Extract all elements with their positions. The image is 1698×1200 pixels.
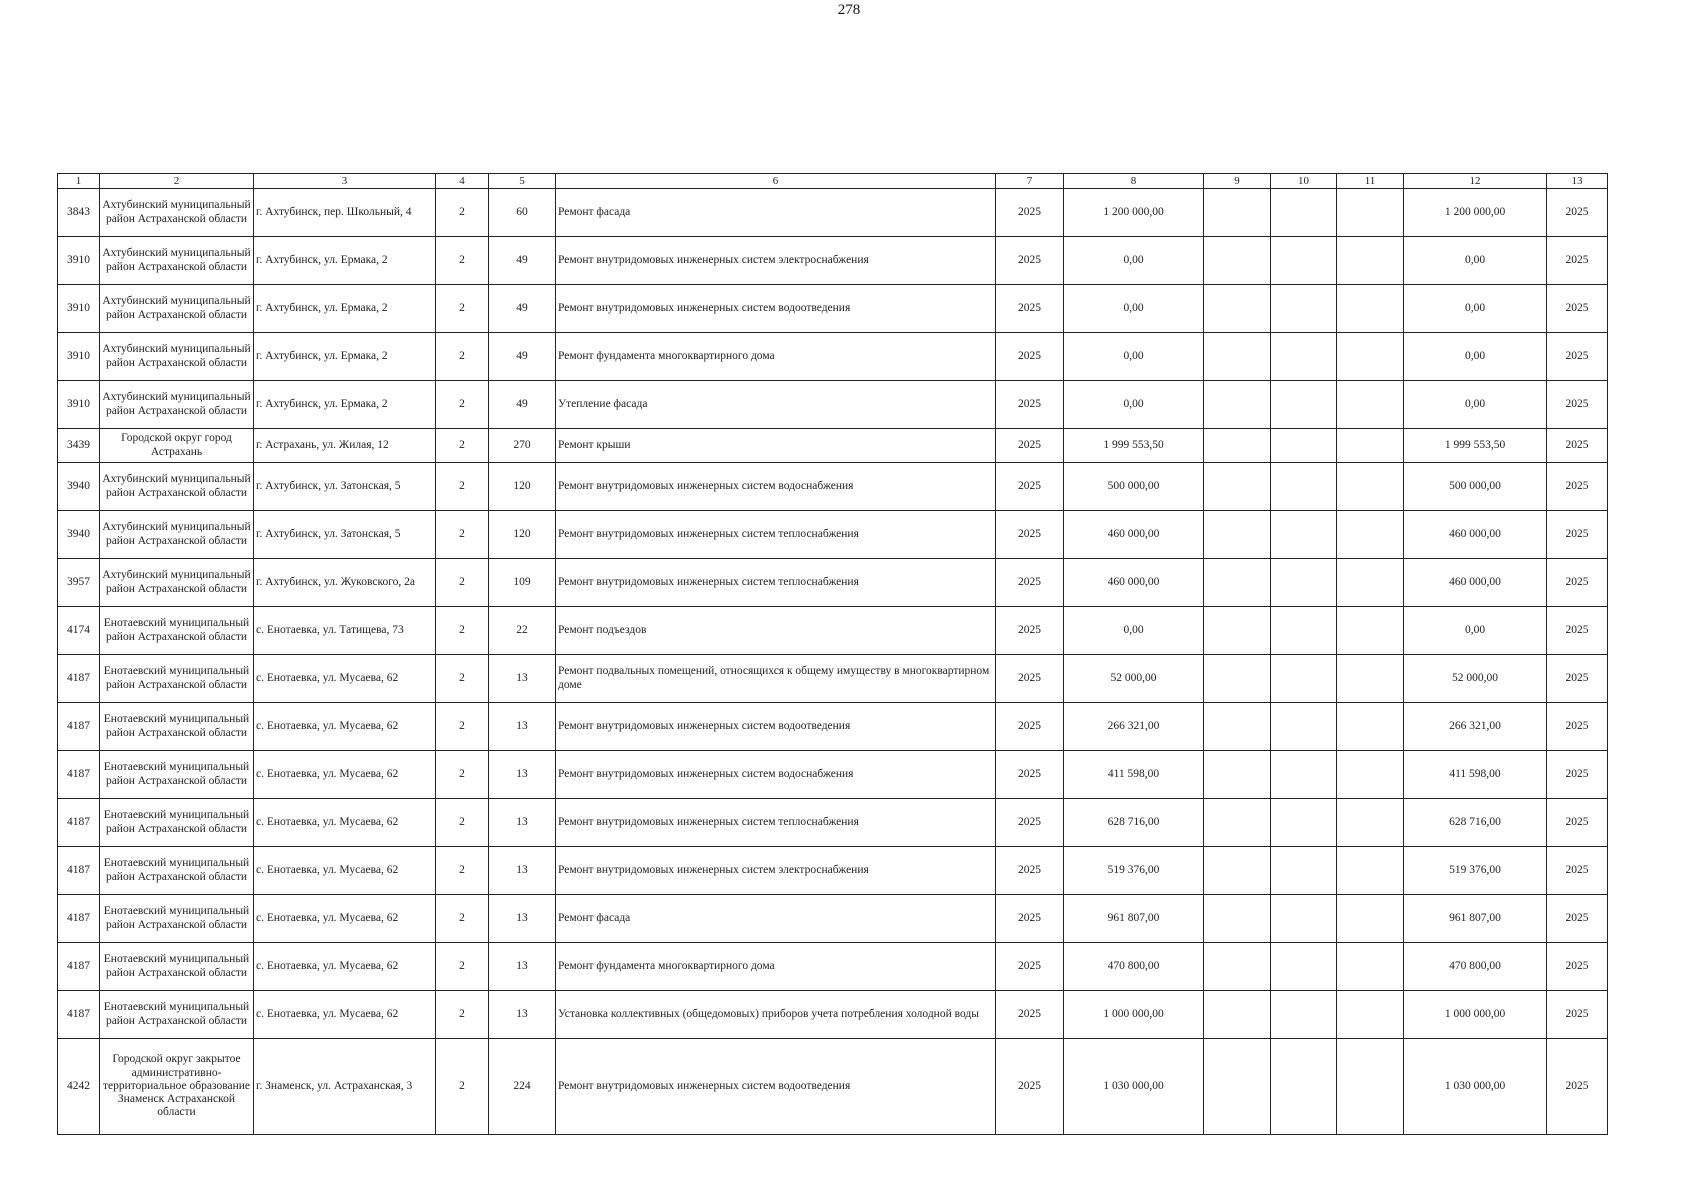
cell-total-cost: 460 000,00 bbox=[1404, 511, 1547, 559]
cell-apartments: 13 bbox=[489, 847, 556, 895]
column-number-row bbox=[58, 174, 1608, 189]
cell-municipality: Ахтубинский муниципальный район Астраханской области bbox=[100, 511, 254, 559]
cell-work-type: Утепление фасада bbox=[556, 381, 996, 429]
cell-municipality: Ахтубинский муниципальный район Астраханской области bbox=[100, 559, 254, 607]
cell-col-10 bbox=[1271, 429, 1337, 463]
table-row bbox=[58, 607, 1608, 655]
cell-col-9 bbox=[1204, 189, 1271, 237]
cell-object-id: 3439 bbox=[58, 429, 100, 463]
cell-col-9 bbox=[1204, 381, 1271, 429]
cell-plan-year: 2025 bbox=[996, 655, 1064, 703]
column-header: 12 bbox=[1404, 174, 1547, 189]
cell-municipality: Енотаевский муниципальный район Астраханской области bbox=[100, 799, 254, 847]
cell-col-11 bbox=[1337, 381, 1404, 429]
cell-address: с. Енотаевка, ул. Мусаева, 62 bbox=[254, 991, 436, 1039]
cell-municipality: Енотаевский муниципальный район Астраханской области bbox=[100, 751, 254, 799]
cell-object-id: 4187 bbox=[58, 751, 100, 799]
cell-floors: 2 bbox=[436, 333, 489, 381]
cell-col-10 bbox=[1271, 607, 1337, 655]
cell-cost: 460 000,00 bbox=[1064, 511, 1204, 559]
cell-plan-year: 2025 bbox=[996, 703, 1064, 751]
cell-municipality: Городской округ закрытое административно-территориальное образование Знаменск Астраханской области bbox=[100, 1039, 254, 1135]
table-row bbox=[58, 285, 1608, 333]
cell-address: г. Ахтубинск, ул. Жуковского, 2а bbox=[254, 559, 436, 607]
table-header bbox=[58, 174, 1608, 189]
cell-col-11 bbox=[1337, 333, 1404, 381]
cell-completion-year: 2025 bbox=[1547, 559, 1608, 607]
table-row bbox=[58, 381, 1608, 429]
cell-col-11 bbox=[1337, 991, 1404, 1039]
cell-plan-year: 2025 bbox=[996, 991, 1064, 1039]
cell-address: с. Енотаевка, ул. Татищева, 73 bbox=[254, 607, 436, 655]
cell-cost: 0,00 bbox=[1064, 237, 1204, 285]
cell-object-id: 3910 bbox=[58, 381, 100, 429]
cell-col-10 bbox=[1271, 655, 1337, 703]
cell-cost: 470 800,00 bbox=[1064, 943, 1204, 991]
cell-cost: 961 807,00 bbox=[1064, 895, 1204, 943]
cell-cost: 0,00 bbox=[1064, 285, 1204, 333]
cell-cost: 0,00 bbox=[1064, 381, 1204, 429]
cell-total-cost: 1 030 000,00 bbox=[1404, 1039, 1547, 1135]
cell-plan-year: 2025 bbox=[996, 429, 1064, 463]
cell-municipality: Енотаевский муниципальный район Астраханской области bbox=[100, 703, 254, 751]
cell-col-10 bbox=[1271, 237, 1337, 285]
cell-total-cost: 460 000,00 bbox=[1404, 559, 1547, 607]
cell-col-11 bbox=[1337, 1039, 1404, 1135]
cell-completion-year: 2025 bbox=[1547, 511, 1608, 559]
cell-total-cost: 500 000,00 bbox=[1404, 463, 1547, 511]
table-row bbox=[58, 559, 1608, 607]
cell-col-11 bbox=[1337, 655, 1404, 703]
cell-work-type: Ремонт фасада bbox=[556, 189, 996, 237]
cell-col-9 bbox=[1204, 655, 1271, 703]
cell-work-type: Ремонт внутридомовых инженерных систем электроснабжения bbox=[556, 847, 996, 895]
cell-col-11 bbox=[1337, 285, 1404, 333]
cell-municipality: Енотаевский муниципальный район Астраханской области bbox=[100, 991, 254, 1039]
cell-municipality: Енотаевский муниципальный район Астраханской области bbox=[100, 607, 254, 655]
cell-floors: 2 bbox=[436, 1039, 489, 1135]
cell-address: г. Знаменск, ул. Астраханская, 3 bbox=[254, 1039, 436, 1135]
cell-floors: 2 bbox=[436, 189, 489, 237]
cell-work-type: Ремонт фундамента многоквартирного дома bbox=[556, 943, 996, 991]
cell-completion-year: 2025 bbox=[1547, 333, 1608, 381]
table-row bbox=[58, 847, 1608, 895]
cell-object-id: 3910 bbox=[58, 237, 100, 285]
cell-plan-year: 2025 bbox=[996, 463, 1064, 511]
cell-work-type: Ремонт крыши bbox=[556, 429, 996, 463]
cell-apartments: 120 bbox=[489, 463, 556, 511]
cell-col-10 bbox=[1271, 285, 1337, 333]
cell-address: г. Ахтубинск, ул. Затонская, 5 bbox=[254, 511, 436, 559]
cell-address: г. Ахтубинск, ул. Ермака, 2 bbox=[254, 285, 436, 333]
cell-plan-year: 2025 bbox=[996, 799, 1064, 847]
cell-apartments: 224 bbox=[489, 1039, 556, 1135]
cell-col-9 bbox=[1204, 607, 1271, 655]
cell-completion-year: 2025 bbox=[1547, 799, 1608, 847]
cell-apartments: 109 bbox=[489, 559, 556, 607]
cell-plan-year: 2025 bbox=[996, 751, 1064, 799]
cell-apartments: 13 bbox=[489, 751, 556, 799]
cell-cost: 0,00 bbox=[1064, 607, 1204, 655]
cell-cost: 519 376,00 bbox=[1064, 847, 1204, 895]
cell-floors: 2 bbox=[436, 655, 489, 703]
cell-col-9 bbox=[1204, 237, 1271, 285]
table-body bbox=[58, 189, 1608, 1135]
cell-col-9 bbox=[1204, 943, 1271, 991]
cell-floors: 2 bbox=[436, 463, 489, 511]
cell-address: с. Енотаевка, ул. Мусаева, 62 bbox=[254, 895, 436, 943]
cell-col-11 bbox=[1337, 511, 1404, 559]
cell-address: г. Астрахань, ул. Жилая, 12 bbox=[254, 429, 436, 463]
cell-total-cost: 0,00 bbox=[1404, 607, 1547, 655]
cell-plan-year: 2025 bbox=[996, 511, 1064, 559]
cell-object-id: 3957 bbox=[58, 559, 100, 607]
cell-col-10 bbox=[1271, 189, 1337, 237]
cell-total-cost: 411 598,00 bbox=[1404, 751, 1547, 799]
cell-address: г. Ахтубинск, пер. Школьный, 4 bbox=[254, 189, 436, 237]
column-header: 10 bbox=[1271, 174, 1337, 189]
cell-completion-year: 2025 bbox=[1547, 1039, 1608, 1135]
cell-apartments: 13 bbox=[489, 655, 556, 703]
table-row bbox=[58, 655, 1608, 703]
cell-object-id: 4187 bbox=[58, 655, 100, 703]
cell-object-id: 4187 bbox=[58, 799, 100, 847]
cell-work-type: Установка коллективных (общедомовых) приборов учета потребления холодной воды bbox=[556, 991, 996, 1039]
cell-floors: 2 bbox=[436, 511, 489, 559]
cell-col-9 bbox=[1204, 799, 1271, 847]
cell-col-11 bbox=[1337, 847, 1404, 895]
cell-cost: 1 999 553,50 bbox=[1064, 429, 1204, 463]
cell-address: с. Енотаевка, ул. Мусаева, 62 bbox=[254, 703, 436, 751]
cell-col-9 bbox=[1204, 847, 1271, 895]
cell-apartments: 13 bbox=[489, 991, 556, 1039]
cell-col-9 bbox=[1204, 463, 1271, 511]
column-header: 3 bbox=[254, 174, 436, 189]
cell-object-id: 4187 bbox=[58, 847, 100, 895]
cell-col-11 bbox=[1337, 943, 1404, 991]
cell-total-cost: 519 376,00 bbox=[1404, 847, 1547, 895]
cell-work-type: Ремонт внутридомовых инженерных систем водоотведения bbox=[556, 285, 996, 333]
cell-total-cost: 961 807,00 bbox=[1404, 895, 1547, 943]
table-row bbox=[58, 895, 1608, 943]
cell-floors: 2 bbox=[436, 751, 489, 799]
cell-col-10 bbox=[1271, 943, 1337, 991]
cell-total-cost: 0,00 bbox=[1404, 237, 1547, 285]
cell-col-11 bbox=[1337, 703, 1404, 751]
cell-municipality: Ахтубинский муниципальный район Астраханской области bbox=[100, 285, 254, 333]
cell-col-10 bbox=[1271, 991, 1337, 1039]
column-header: 8 bbox=[1064, 174, 1204, 189]
cell-plan-year: 2025 bbox=[996, 333, 1064, 381]
cell-municipality: Городской округ город Астрахань bbox=[100, 429, 254, 463]
cell-col-10 bbox=[1271, 799, 1337, 847]
cell-work-type: Ремонт внутридомовых инженерных систем теплоснабжения bbox=[556, 799, 996, 847]
cell-object-id: 3843 bbox=[58, 189, 100, 237]
cell-col-9 bbox=[1204, 511, 1271, 559]
cell-total-cost: 52 000,00 bbox=[1404, 655, 1547, 703]
cell-plan-year: 2025 bbox=[996, 237, 1064, 285]
cell-plan-year: 2025 bbox=[996, 559, 1064, 607]
table-row bbox=[58, 463, 1608, 511]
cell-work-type: Ремонт фундамента многоквартирного дома bbox=[556, 333, 996, 381]
cell-col-9 bbox=[1204, 991, 1271, 1039]
cell-municipality: Ахтубинский муниципальный район Астраханской области bbox=[100, 381, 254, 429]
cell-completion-year: 2025 bbox=[1547, 751, 1608, 799]
table-row bbox=[58, 991, 1608, 1039]
cell-plan-year: 2025 bbox=[996, 895, 1064, 943]
cell-apartments: 120 bbox=[489, 511, 556, 559]
cell-total-cost: 0,00 bbox=[1404, 381, 1547, 429]
column-header: 7 bbox=[996, 174, 1064, 189]
cell-address: с. Енотаевка, ул. Мусаева, 62 bbox=[254, 847, 436, 895]
cell-completion-year: 2025 bbox=[1547, 655, 1608, 703]
cell-work-type: Ремонт внутридомовых инженерных систем водоснабжения bbox=[556, 463, 996, 511]
cell-apartments: 49 bbox=[489, 237, 556, 285]
cell-address: г. Ахтубинск, ул. Ермака, 2 bbox=[254, 381, 436, 429]
cell-col-10 bbox=[1271, 333, 1337, 381]
cell-col-11 bbox=[1337, 559, 1404, 607]
cell-floors: 2 bbox=[436, 703, 489, 751]
table-row bbox=[58, 333, 1608, 381]
cell-work-type: Ремонт подвальных помещений, относящихся к общему имуществу в многоквартирном доме bbox=[556, 655, 996, 703]
cell-municipality: Енотаевский муниципальный район Астраханской области bbox=[100, 655, 254, 703]
cell-floors: 2 bbox=[436, 895, 489, 943]
cell-cost: 500 000,00 bbox=[1064, 463, 1204, 511]
cell-plan-year: 2025 bbox=[996, 189, 1064, 237]
cell-col-10 bbox=[1271, 1039, 1337, 1135]
cell-floors: 2 bbox=[436, 429, 489, 463]
cell-col-9 bbox=[1204, 285, 1271, 333]
cell-col-11 bbox=[1337, 799, 1404, 847]
cell-apartments: 49 bbox=[489, 285, 556, 333]
capital-repair-table bbox=[57, 173, 1608, 1135]
cell-col-9 bbox=[1204, 751, 1271, 799]
cell-municipality: Ахтубинский муниципальный район Астраханской области bbox=[100, 237, 254, 285]
table-row bbox=[58, 799, 1608, 847]
cell-municipality: Ахтубинский муниципальный район Астраханской области bbox=[100, 463, 254, 511]
cell-address: с. Енотаевка, ул. Мусаева, 62 bbox=[254, 751, 436, 799]
cell-municipality: Енотаевский муниципальный район Астраханской области bbox=[100, 943, 254, 991]
cell-col-10 bbox=[1271, 847, 1337, 895]
cell-plan-year: 2025 bbox=[996, 847, 1064, 895]
cell-col-9 bbox=[1204, 559, 1271, 607]
cell-col-11 bbox=[1337, 607, 1404, 655]
cell-work-type: Ремонт подъездов bbox=[556, 607, 996, 655]
cell-completion-year: 2025 bbox=[1547, 991, 1608, 1039]
cell-plan-year: 2025 bbox=[996, 607, 1064, 655]
cell-completion-year: 2025 bbox=[1547, 381, 1608, 429]
cell-col-11 bbox=[1337, 189, 1404, 237]
table-row bbox=[58, 1039, 1608, 1135]
cell-municipality: Енотаевский муниципальный район Астраханской области bbox=[100, 895, 254, 943]
table-row bbox=[58, 511, 1608, 559]
page-number: 278 bbox=[837, 2, 861, 18]
cell-col-9 bbox=[1204, 333, 1271, 381]
cell-plan-year: 2025 bbox=[996, 1039, 1064, 1135]
cell-completion-year: 2025 bbox=[1547, 943, 1608, 991]
cell-address: г. Ахтубинск, ул. Ермака, 2 bbox=[254, 237, 436, 285]
cell-col-10 bbox=[1271, 511, 1337, 559]
cell-floors: 2 bbox=[436, 237, 489, 285]
cell-plan-year: 2025 bbox=[996, 381, 1064, 429]
cell-address: г. Ахтубинск, ул. Ермака, 2 bbox=[254, 333, 436, 381]
cell-cost: 0,00 bbox=[1064, 333, 1204, 381]
cell-completion-year: 2025 bbox=[1547, 429, 1608, 463]
column-header: 13 bbox=[1547, 174, 1608, 189]
table-row bbox=[58, 943, 1608, 991]
cell-object-id: 3910 bbox=[58, 285, 100, 333]
cell-completion-year: 2025 bbox=[1547, 237, 1608, 285]
cell-col-11 bbox=[1337, 895, 1404, 943]
cell-floors: 2 bbox=[436, 943, 489, 991]
cell-address: с. Енотаевка, ул. Мусаева, 62 bbox=[254, 799, 436, 847]
cell-cost: 266 321,00 bbox=[1064, 703, 1204, 751]
column-header: 4 bbox=[436, 174, 489, 189]
cell-col-10 bbox=[1271, 895, 1337, 943]
cell-address: г. Ахтубинск, ул. Затонская, 5 bbox=[254, 463, 436, 511]
table-row bbox=[58, 237, 1608, 285]
cell-work-type: Ремонт внутридомовых инженерных систем водоснабжения bbox=[556, 751, 996, 799]
cell-municipality: Ахтубинский муниципальный район Астраханской области bbox=[100, 189, 254, 237]
cell-total-cost: 470 800,00 bbox=[1404, 943, 1547, 991]
cell-total-cost: 0,00 bbox=[1404, 333, 1547, 381]
cell-col-10 bbox=[1271, 559, 1337, 607]
cell-apartments: 13 bbox=[489, 943, 556, 991]
cell-col-10 bbox=[1271, 751, 1337, 799]
cell-completion-year: 2025 bbox=[1547, 463, 1608, 511]
cell-completion-year: 2025 bbox=[1547, 285, 1608, 333]
cell-completion-year: 2025 bbox=[1547, 703, 1608, 751]
cell-total-cost: 1 999 553,50 bbox=[1404, 429, 1547, 463]
cell-total-cost: 266 321,00 bbox=[1404, 703, 1547, 751]
cell-col-9 bbox=[1204, 895, 1271, 943]
cell-object-id: 3940 bbox=[58, 511, 100, 559]
cell-apartments: 49 bbox=[489, 333, 556, 381]
cell-col-10 bbox=[1271, 381, 1337, 429]
cell-completion-year: 2025 bbox=[1547, 847, 1608, 895]
cell-work-type: Ремонт внутридомовых инженерных систем электроснабжения bbox=[556, 237, 996, 285]
cell-col-9 bbox=[1204, 703, 1271, 751]
cell-object-id: 3910 bbox=[58, 333, 100, 381]
cell-completion-year: 2025 bbox=[1547, 607, 1608, 655]
cell-plan-year: 2025 bbox=[996, 943, 1064, 991]
table-row bbox=[58, 703, 1608, 751]
cell-cost: 1 000 000,00 bbox=[1064, 991, 1204, 1039]
cell-apartments: 49 bbox=[489, 381, 556, 429]
cell-address: с. Енотаевка, ул. Мусаева, 62 bbox=[254, 943, 436, 991]
cell-apartments: 13 bbox=[489, 799, 556, 847]
cell-total-cost: 628 716,00 bbox=[1404, 799, 1547, 847]
cell-object-id: 4174 bbox=[58, 607, 100, 655]
cell-apartments: 60 bbox=[489, 189, 556, 237]
cell-object-id: 4187 bbox=[58, 895, 100, 943]
table-row bbox=[58, 189, 1608, 237]
cell-floors: 2 bbox=[436, 799, 489, 847]
cell-cost: 52 000,00 bbox=[1064, 655, 1204, 703]
column-header: 11 bbox=[1337, 174, 1404, 189]
cell-municipality: Ахтубинский муниципальный район Астраханской области bbox=[100, 333, 254, 381]
cell-col-11 bbox=[1337, 463, 1404, 511]
cell-total-cost: 1 000 000,00 bbox=[1404, 991, 1547, 1039]
table-row bbox=[58, 429, 1608, 463]
cell-completion-year: 2025 bbox=[1547, 189, 1608, 237]
cell-col-11 bbox=[1337, 429, 1404, 463]
cell-municipality: Енотаевский муниципальный район Астраханской области bbox=[100, 847, 254, 895]
cell-floors: 2 bbox=[436, 607, 489, 655]
column-header: 1 bbox=[58, 174, 100, 189]
cell-object-id: 4187 bbox=[58, 991, 100, 1039]
cell-col-9 bbox=[1204, 1039, 1271, 1135]
cell-object-id: 4187 bbox=[58, 703, 100, 751]
cell-apartments: 13 bbox=[489, 703, 556, 751]
cell-cost: 411 598,00 bbox=[1064, 751, 1204, 799]
cell-floors: 2 bbox=[436, 381, 489, 429]
cell-total-cost: 0,00 bbox=[1404, 285, 1547, 333]
cell-col-10 bbox=[1271, 463, 1337, 511]
cell-work-type: Ремонт внутридомовых инженерных систем теплоснабжения bbox=[556, 559, 996, 607]
cell-apartments: 22 bbox=[489, 607, 556, 655]
cell-object-id: 3940 bbox=[58, 463, 100, 511]
cell-col-10 bbox=[1271, 703, 1337, 751]
cell-work-type: Ремонт внутридомовых инженерных систем теплоснабжения bbox=[556, 511, 996, 559]
cell-object-id: 4242 bbox=[58, 1039, 100, 1135]
cell-plan-year: 2025 bbox=[996, 285, 1064, 333]
cell-col-9 bbox=[1204, 429, 1271, 463]
cell-apartments: 270 bbox=[489, 429, 556, 463]
column-header: 2 bbox=[100, 174, 254, 189]
cell-cost: 460 000,00 bbox=[1064, 559, 1204, 607]
cell-work-type: Ремонт внутридомовых инженерных систем водоотведения bbox=[556, 703, 996, 751]
cell-cost: 1 030 000,00 bbox=[1064, 1039, 1204, 1135]
cell-col-11 bbox=[1337, 751, 1404, 799]
cell-floors: 2 bbox=[436, 559, 489, 607]
column-header: 6 bbox=[556, 174, 996, 189]
cell-col-11 bbox=[1337, 237, 1404, 285]
cell-completion-year: 2025 bbox=[1547, 895, 1608, 943]
cell-total-cost: 1 200 000,00 bbox=[1404, 189, 1547, 237]
cell-floors: 2 bbox=[436, 847, 489, 895]
table-row bbox=[58, 751, 1608, 799]
cell-address: с. Енотаевка, ул. Мусаева, 62 bbox=[254, 655, 436, 703]
column-header: 9 bbox=[1204, 174, 1271, 189]
cell-floors: 2 bbox=[436, 991, 489, 1039]
cell-cost: 628 716,00 bbox=[1064, 799, 1204, 847]
cell-work-type: Ремонт внутридомовых инженерных систем водоотведения bbox=[556, 1039, 996, 1135]
cell-object-id: 4187 bbox=[58, 943, 100, 991]
cell-floors: 2 bbox=[436, 285, 489, 333]
cell-work-type: Ремонт фасада bbox=[556, 895, 996, 943]
column-header: 5 bbox=[489, 174, 556, 189]
cell-apartments: 13 bbox=[489, 895, 556, 943]
cell-cost: 1 200 000,00 bbox=[1064, 189, 1204, 237]
